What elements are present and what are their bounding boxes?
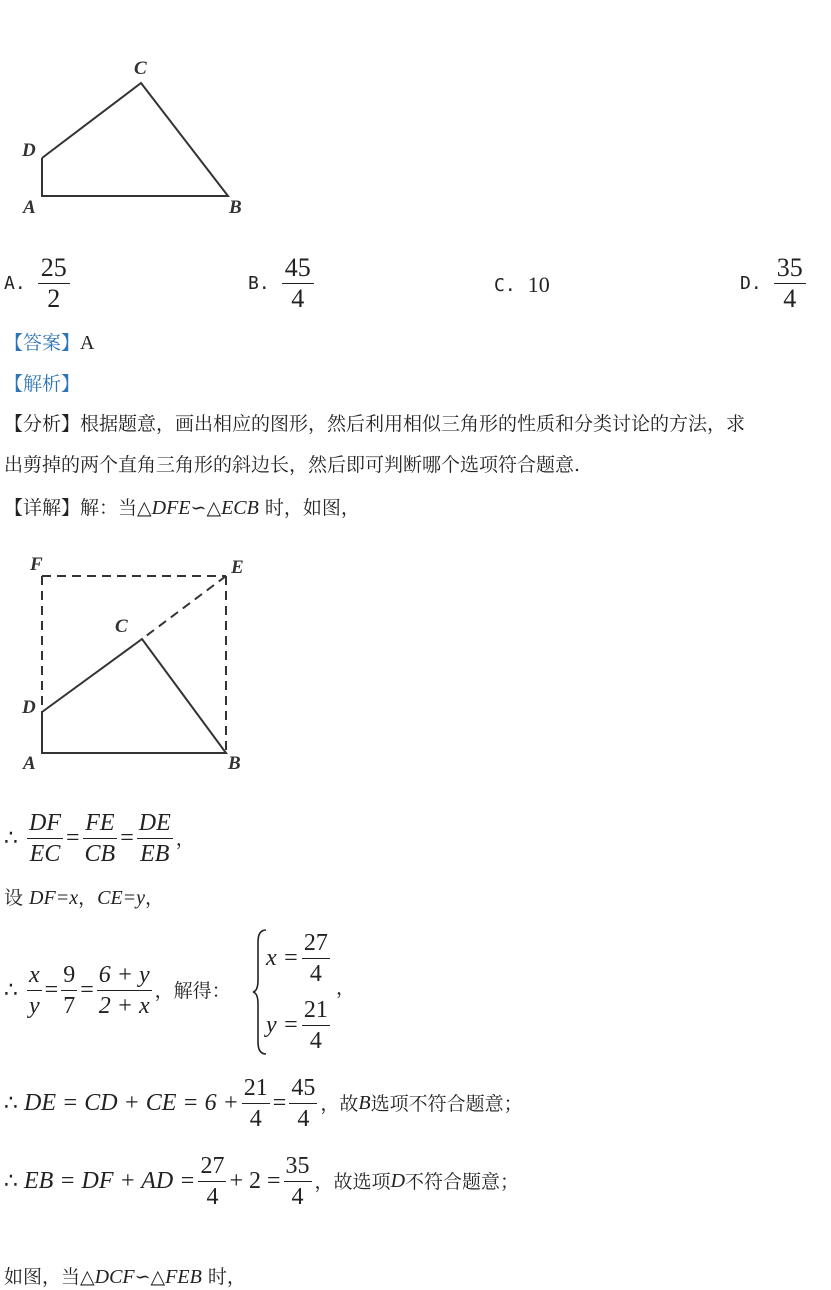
fenxi-text-1: 根据题意，画出相应的图形，然后利用相似三角形的性质和分类讨论的方法，求 xyxy=(80,413,746,435)
solution-y: y = $\frac{21}{4}$ xyxy=(266,997,328,1054)
xiangjie-sym: ∽ xyxy=(190,497,207,519)
fig1-label-d: D xyxy=(22,140,36,161)
option-b[interactable] xyxy=(248,253,314,314)
frac-27-4: $\frac{27}{4}$ xyxy=(303,930,328,987)
fig2-label-f: F xyxy=(30,554,43,575)
fig1-label-b: B xyxy=(229,197,242,218)
fig2-line-ec xyxy=(142,576,226,639)
frac-45-4: $\frac{45}{4}$ xyxy=(291,1075,316,1132)
fig2-label-a: A xyxy=(23,753,36,774)
option-a-fraction xyxy=(38,253,70,314)
answer-tag: 【答案】 xyxy=(4,332,81,354)
option-d-num: 35 xyxy=(774,253,806,284)
fig1-label-a: A xyxy=(23,197,36,218)
fenxi-tag: 【分析】 xyxy=(4,413,81,435)
xiangjie-sim1: DFE xyxy=(151,497,191,519)
analysis-tag: 【解析】 xyxy=(4,373,81,395)
option-a[interactable] xyxy=(4,253,70,314)
solution-comma: ， xyxy=(336,977,356,999)
frac-21-4: $\frac{21}{4}$ xyxy=(303,997,328,1054)
figure-rectangle xyxy=(0,550,260,770)
option-d-fraction xyxy=(774,253,806,314)
fig2-quad-outline xyxy=(42,639,226,753)
xiangjie-sim2: ECB xyxy=(221,497,259,519)
option-d[interactable] xyxy=(740,253,806,314)
option-b-den: 4 xyxy=(291,284,305,313)
fenxi-line-2: 出剪掉的两个直角三角形的斜边长，然后即可判断哪个选项符合题意. xyxy=(4,454,581,476)
xiangjie-mid: △ xyxy=(206,497,222,519)
last-case-line: 如图，当△DCF∽△FEB 时， xyxy=(4,1266,246,1288)
xiangjie-line xyxy=(4,495,360,521)
fig2-label-e: E xyxy=(231,557,244,578)
set-variables-line: 设 DF=x，CE=y， xyxy=(4,887,165,909)
fig2-label-d: D xyxy=(22,697,36,718)
frac-21-4: $\frac{21}{4}$ xyxy=(243,1075,268,1132)
option-c-value: 10 xyxy=(527,272,550,297)
xiangjie-tag: 【详解】 xyxy=(4,497,81,519)
frac-fe-cb: $\frac{FE}{CB}$ xyxy=(84,810,116,867)
fig2-label-c: C xyxy=(115,616,128,637)
solution-x: x = $\frac{27}{4}$ xyxy=(266,930,328,987)
frac-6y-2x: $\frac{6 + y}{2 + x}$ xyxy=(98,962,150,1019)
therefore-symbol: ∴ xyxy=(4,1169,18,1194)
answer-line xyxy=(4,330,94,356)
fig2-label-b: B xyxy=(228,753,241,774)
option-b-fraction xyxy=(282,253,314,314)
frac-x-y: $\frac{x}{y}$ xyxy=(29,962,40,1019)
equation-de: ∴ DE = CD + CE = 6 + $\frac{21}{4}$ = $\frac{45}{4}$ ，故 B 选项不符合题意； xyxy=(4,1075,523,1132)
fig1-label-c: C xyxy=(134,58,147,79)
equation-system: ∴ $\frac{x}{y}$ = $\frac{9}{7}$ = $\frac{6 + y}{2 + x}$ ，解得： xyxy=(4,962,231,1019)
therefore-symbol: ∴ xyxy=(4,826,18,851)
equation-ratio: ∴ $\frac{DF}{EC}$ = $\frac{FE}{CB}$ = $\frac{DE}{EB}$ ， xyxy=(4,810,195,867)
quad-outline xyxy=(42,83,228,196)
frac-de-eb: $\frac{DE}{EB}$ xyxy=(138,810,171,867)
option-d-letter: D. xyxy=(740,273,762,294)
frac-df-ec: $\frac{DF}{EC}$ xyxy=(29,810,61,867)
frac-35-4: $\frac{35}{4}$ xyxy=(285,1153,310,1210)
option-c[interactable] xyxy=(494,272,550,298)
xiangjie-prefix: 解：当△ xyxy=(80,497,152,519)
option-a-den: 2 xyxy=(47,284,61,313)
option-b-num: 45 xyxy=(282,253,314,284)
therefore-symbol: ∴ xyxy=(4,978,18,1003)
frac-9-7: $\frac{9}{7}$ xyxy=(63,962,76,1019)
fenxi-line-1 xyxy=(4,411,745,437)
option-a-num: 25 xyxy=(38,253,70,284)
figure-quadrilateral xyxy=(0,50,260,230)
frac-27-4: $\frac{27}{4}$ xyxy=(200,1153,225,1210)
therefore-symbol: ∴ xyxy=(4,1091,18,1116)
option-d-den: 4 xyxy=(783,284,797,313)
xiangjie-suffix: 时，如图， xyxy=(258,497,360,519)
answer-value: A xyxy=(80,332,95,354)
option-c-letter: C. xyxy=(494,274,516,296)
equation-eb: ∴ EB = DF + AD = $\frac{27}{4}$ + 2 = $\frac{35}{4}$ ，故选项 D 不符合题意； xyxy=(4,1153,520,1210)
option-b-letter: B. xyxy=(248,273,270,294)
option-a-letter: A. xyxy=(4,273,26,294)
